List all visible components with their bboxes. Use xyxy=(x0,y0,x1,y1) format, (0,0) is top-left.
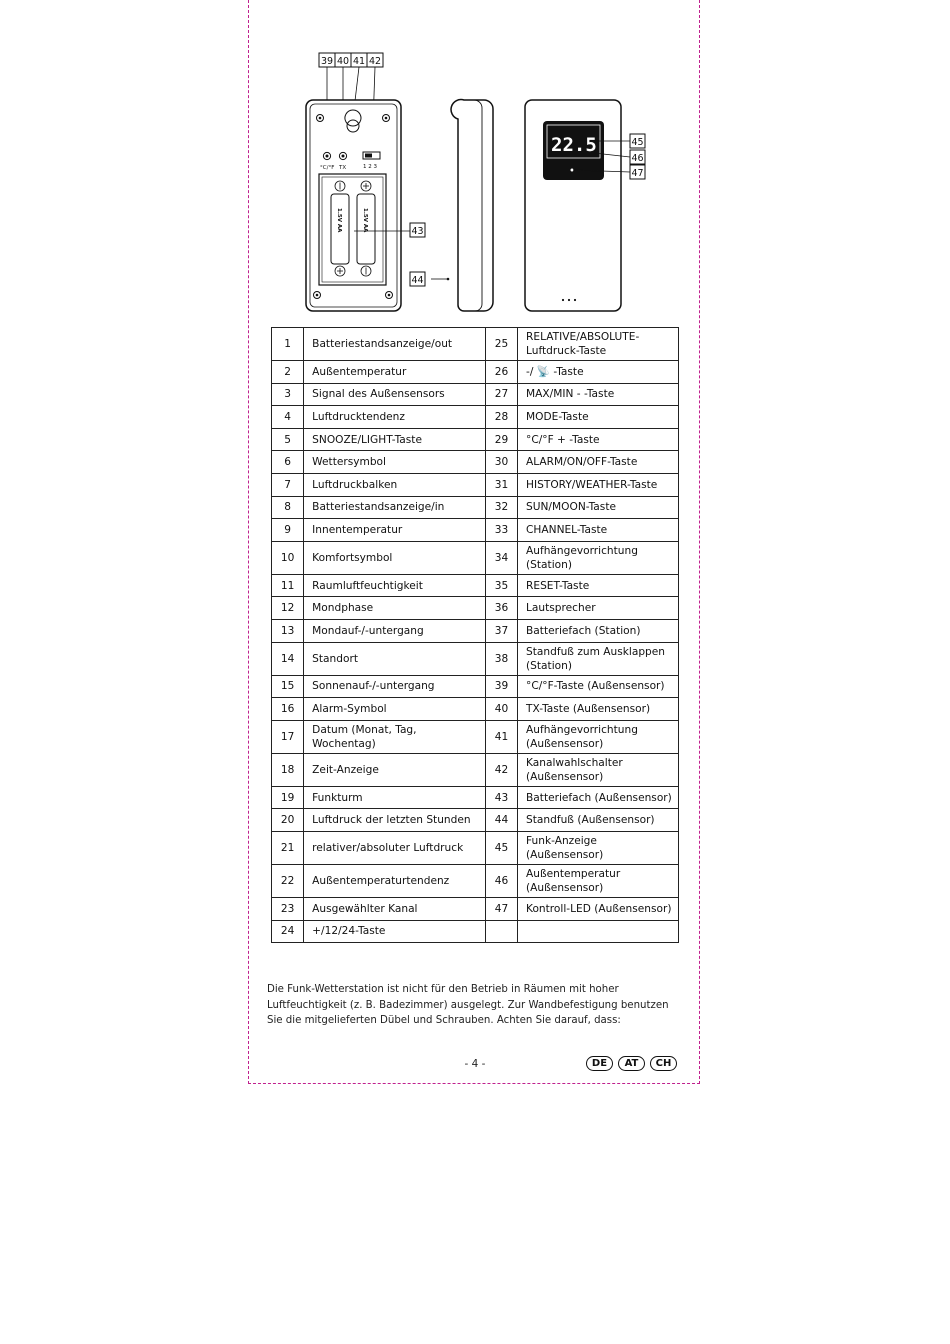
part-label: Außentemperatur xyxy=(304,361,486,384)
part-number: 38 xyxy=(485,642,517,675)
callout-47: 47 xyxy=(631,168,644,179)
part-number: 1 xyxy=(272,328,304,361)
part-label: Luftdruckbalken xyxy=(304,473,486,496)
table-row xyxy=(272,753,679,786)
part-label: SNOOZE/LIGHT-Taste xyxy=(304,428,486,451)
part-label: °C/°F-Taste (Außensensor) xyxy=(518,675,679,698)
part-number: 23 xyxy=(272,897,304,920)
table-row xyxy=(272,473,679,496)
part-number: 14 xyxy=(272,642,304,675)
table-row xyxy=(272,809,679,832)
table-row xyxy=(272,496,679,519)
part-label: TX-Taste (Außensensor) xyxy=(518,698,679,721)
callout-40: 40 xyxy=(336,56,350,67)
part-label: Aufhängevorrichtung (Station) xyxy=(518,541,679,574)
part-number: 45 xyxy=(485,831,517,864)
part-label: Batteriefach (Station) xyxy=(518,619,679,642)
part-label: Sonnenauf-/-untergang xyxy=(304,675,486,698)
callout-41: 41 xyxy=(352,56,366,67)
part-label: Kontroll-LED (Außensensor) xyxy=(518,897,679,920)
part-number: 2 xyxy=(272,361,304,384)
callout-39: 39 xyxy=(320,56,334,67)
part-label: Lautsprecher xyxy=(518,597,679,620)
part-label xyxy=(518,920,679,943)
part-label: Wettersymbol xyxy=(304,451,486,474)
part-number: 30 xyxy=(485,451,517,474)
part-number: 19 xyxy=(272,786,304,809)
table-row xyxy=(272,920,679,943)
part-label: Kanalwahlschalter (Außensensor) xyxy=(518,753,679,786)
callout-46: 46 xyxy=(631,153,644,164)
part-number: 34 xyxy=(485,541,517,574)
table-row xyxy=(272,864,679,897)
table-row xyxy=(272,451,679,474)
part-number: 4 xyxy=(272,406,304,429)
part-label: Raumluftfeuchtigkeit xyxy=(304,574,486,597)
table-row xyxy=(272,597,679,620)
table-row xyxy=(272,406,679,429)
part-label: Zeit-Anzeige xyxy=(304,753,486,786)
part-number: 43 xyxy=(485,786,517,809)
part-label: Mondauf-/-untergang xyxy=(304,619,486,642)
callout-42: 42 xyxy=(368,56,382,67)
part-label: Funk-Anzeige (Außensensor) xyxy=(518,831,679,864)
part-label: Ausgewählter Kanal xyxy=(304,897,486,920)
part-number: 9 xyxy=(272,519,304,542)
part-label: Aufhängevorrichtung (Außensensor) xyxy=(518,720,679,753)
part-label: ALARM/ON/OFF-Taste xyxy=(518,451,679,474)
country-badge-at: AT xyxy=(618,1056,645,1071)
part-number: 3 xyxy=(272,383,304,406)
country-badge-ch: CH xyxy=(650,1056,677,1071)
parts-table xyxy=(271,327,679,943)
part-label: -/ 📡 -Taste xyxy=(518,361,679,384)
table-row xyxy=(272,619,679,642)
country-badges xyxy=(586,1056,677,1071)
part-number: 25 xyxy=(485,328,517,361)
part-label: Außentemperaturtendenz xyxy=(304,864,486,897)
part-number: 20 xyxy=(272,809,304,832)
part-number: 26 xyxy=(485,361,517,384)
part-label: Mondphase xyxy=(304,597,486,620)
callout-44: 44 xyxy=(411,275,424,286)
part-number: 32 xyxy=(485,496,517,519)
label-channels: 1 2 3 xyxy=(363,164,377,170)
part-number: 22 xyxy=(272,864,304,897)
part-label: Komfortsymbol xyxy=(304,541,486,574)
table-row xyxy=(272,428,679,451)
table-row xyxy=(272,720,679,753)
part-label: HISTORY/WEATHER-Taste xyxy=(518,473,679,496)
part-label: Alarm-Symbol xyxy=(304,698,486,721)
part-number xyxy=(485,920,517,943)
part-number: 6 xyxy=(272,451,304,474)
battery-1-label: 1.5V AA xyxy=(336,208,342,233)
part-label: Batteriestandsanzeige/out xyxy=(304,328,486,361)
table-row xyxy=(272,831,679,864)
part-number: 16 xyxy=(272,698,304,721)
table-row xyxy=(272,897,679,920)
part-number: 28 xyxy=(485,406,517,429)
part-label: Luftdrucktendenz xyxy=(304,406,486,429)
table-row xyxy=(272,361,679,384)
part-label: Standfuß zum Ausklappen (Station) xyxy=(518,642,679,675)
table-row xyxy=(272,675,679,698)
part-number: 24 xyxy=(272,920,304,943)
part-number: 7 xyxy=(272,473,304,496)
part-number: 12 xyxy=(272,597,304,620)
part-number: 39 xyxy=(485,675,517,698)
part-number: 40 xyxy=(485,698,517,721)
table-row xyxy=(272,328,679,361)
part-label: Batteriestandsanzeige/in xyxy=(304,496,486,519)
part-label: MODE-Taste xyxy=(518,406,679,429)
part-label: Außentemperatur (Außensensor) xyxy=(518,864,679,897)
part-number: 35 xyxy=(485,574,517,597)
table-row xyxy=(272,383,679,406)
sensor-side-view xyxy=(431,100,493,311)
part-number: 42 xyxy=(485,753,517,786)
part-label: RESET-Taste xyxy=(518,574,679,597)
part-label: Innentemperatur xyxy=(304,519,486,542)
sensor-diagram xyxy=(290,48,660,318)
callout-45: 45 xyxy=(631,137,644,148)
table-row xyxy=(272,541,679,574)
part-number: 5 xyxy=(272,428,304,451)
label-temp-unit: °C/°F xyxy=(320,165,335,171)
part-number: 15 xyxy=(272,675,304,698)
part-number: 41 xyxy=(485,720,517,753)
intro-paragraph: Die Funk-Wetterstation ist nicht für den Betrieb in Räumen mit hoher Luftfeuchtigkeit (z. B. Badezimmer) ausgelegt. Zur Wandbefestigung benutzen Sie die mitgelieferten Dübel und Schrauben. Achten Sie darauf, dass: xyxy=(267,984,669,1026)
part-label: Signal des Außensensors xyxy=(304,383,486,406)
part-number: 27 xyxy=(485,383,517,406)
part-number: 11 xyxy=(272,574,304,597)
part-number: 10 xyxy=(272,541,304,574)
table-row xyxy=(272,642,679,675)
parts-table-body xyxy=(272,328,679,943)
sensor-back-view xyxy=(306,100,410,311)
table-row xyxy=(272,574,679,597)
battery-2-label: 1.5V AA xyxy=(362,208,368,233)
page-number: - 4 - xyxy=(464,1058,486,1070)
part-number: 17 xyxy=(272,720,304,753)
part-label: +/12/24-Taste xyxy=(304,920,486,943)
part-number: 21 xyxy=(272,831,304,864)
part-label: RELATIVE/ABSOLUTE-Luftdruck-Taste xyxy=(518,328,679,361)
part-label: Datum (Monat, Tag, Wochentag) xyxy=(304,720,486,753)
part-number: 29 xyxy=(485,428,517,451)
part-label: MAX/MIN - -Taste xyxy=(518,383,679,406)
part-label: °C/°F + -Taste xyxy=(518,428,679,451)
part-number: 37 xyxy=(485,619,517,642)
part-label: relativer/absoluter Luftdruck xyxy=(304,831,486,864)
part-number: 33 xyxy=(485,519,517,542)
part-label: Standort xyxy=(304,642,486,675)
part-number: 36 xyxy=(485,597,517,620)
part-number: 13 xyxy=(272,619,304,642)
part-number: 44 xyxy=(485,809,517,832)
table-row xyxy=(272,519,679,542)
table-row xyxy=(272,698,679,721)
part-label: CHANNEL-Taste xyxy=(518,519,679,542)
table-row xyxy=(272,786,679,809)
part-label: Funkturm xyxy=(304,786,486,809)
part-number: 47 xyxy=(485,897,517,920)
country-badge-de: DE xyxy=(586,1056,613,1071)
part-number: 8 xyxy=(272,496,304,519)
lcd-temperature: 22.5 xyxy=(551,134,597,156)
sensor-front-view xyxy=(525,100,630,311)
callout-43: 43 xyxy=(411,226,424,237)
label-tx: TX xyxy=(339,165,347,171)
part-label: Standfuß (Außensensor) xyxy=(518,809,679,832)
part-label: Luftdruck der letzten Stunden xyxy=(304,809,486,832)
part-number: 31 xyxy=(485,473,517,496)
part-number: 46 xyxy=(485,864,517,897)
part-label: Batteriefach (Außensensor) xyxy=(518,786,679,809)
part-number: 18 xyxy=(272,753,304,786)
part-label: SUN/MOON-Taste xyxy=(518,496,679,519)
